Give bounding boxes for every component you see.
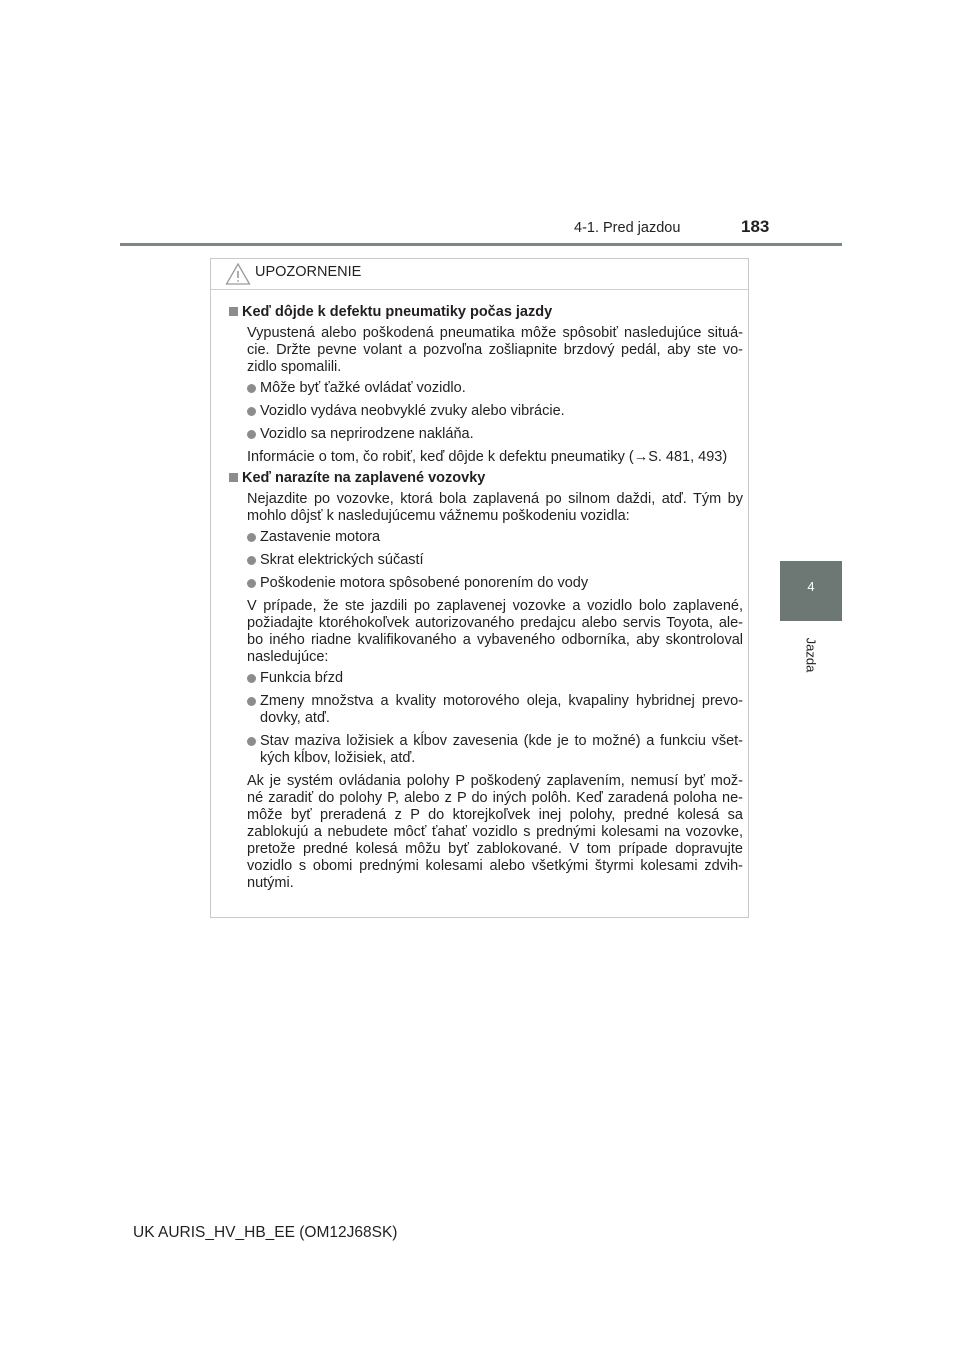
section-heading: Keď dôjde k defektu pneumatiky počas jazdy <box>229 304 743 321</box>
section-title: 4-1. Pred jazdou <box>574 220 681 236</box>
header-divider <box>120 243 842 246</box>
chapter-number: 4 <box>807 579 815 594</box>
bullet-dot-icon <box>247 556 256 565</box>
list-item: Zmeny množstva a kvality motorového oleja, kvapaliny hybridnej prevo- dovky, atď. <box>247 693 743 727</box>
paragraph: Vypustená alebo poškodená pneumatika môže spôsobiť nasledujúce situá- cie. Držte pevne volant a pozvoľna zošliapnite brzdový pedál, aby ste vo- zidlo spomalili. <box>247 325 743 375</box>
model-code: UK AURIS_HV_HB_EE (OM12J68SK) <box>133 1224 398 1241</box>
list-item: Stav maziva ložisiek a kĺbov zavesenia (kde je to možné) a funkciu všet- kých kĺbov, ložisiek, atď. <box>247 733 743 767</box>
bullet-dot-icon <box>247 697 256 706</box>
chapter-tab[interactable] <box>780 561 842 621</box>
bullet-dot-icon <box>247 384 256 393</box>
list-item: Vozidlo vydáva neobvyklé zvuky alebo vibrácie. <box>247 403 743 420</box>
list-item: Môže byť ťažké ovládať vozidlo. <box>247 380 743 397</box>
warning-box <box>210 258 749 918</box>
warning-header <box>211 259 748 290</box>
bullet-dot-icon <box>247 407 256 416</box>
paragraph: V prípade, že ste jazdili po zaplavenej vozovke a vozidlo bolo zaplavené, požiadajte ktoréhokoľvek autorizovaného predajcu alebo servis Toyota, ale- bo iného riadne kvalifikovaného a vybaveného odborníka, aby skontroloval nasledujúce: <box>247 598 743 665</box>
list-item: Zastavenie motora <box>247 529 743 546</box>
bullet-dot-icon <box>247 533 256 542</box>
paragraph: Informácie o tom, čo robiť, keď dôjde k defektu pneumatiky (→S. 481, 493) <box>247 449 728 465</box>
square-bullet-icon <box>229 473 238 482</box>
paragraph: Nejazdite po vozovke, ktorá bola zaplavená po silnom daždi, atď. Tým by mohlo dôjsť k nasledujúcemu vážnemu poškodeniu vozidla: <box>247 491 743 524</box>
warning-triangle-icon <box>225 262 251 286</box>
list-item: Vozidlo sa neprirodzene nakláňa. <box>247 426 743 443</box>
bullet-dot-icon <box>247 674 256 683</box>
chapter-label-text: Jazda <box>803 637 819 673</box>
list-item: Funkcia bŕzd <box>247 670 743 687</box>
page-number: 183 <box>741 217 770 236</box>
chapter-label <box>781 630 841 680</box>
square-bullet-icon <box>229 307 238 316</box>
list-item: Skrat elektrických súčastí <box>247 552 743 569</box>
warning-title: UPOZORNENIE <box>255 264 362 280</box>
bullet-dot-icon <box>247 430 256 439</box>
warning-body <box>229 301 743 896</box>
paragraph: Ak je systém ovládania polohy P poškodený zaplavením, nemusí byť mož- né zaradiť do polohy P, alebo z P do iných polôh. Keď zaradená poloha ne- môže byť preradená z P do ktorejkoľvek inej polohy, predné kolesá sa zablokujú a nebudete môcť ťahať vozidlo s prednými kolesami na vozovke, pretože predné kolesá môžu byť zablokované. V tom prípade dopravujte vozidlo s obomi prednými kolesami alebo všetkými štyrmi kolesami zdvih- nutými. <box>247 773 743 891</box>
list-item: Poškodenie motora spôsobené ponorením do vody <box>247 575 743 592</box>
bullet-dot-icon <box>247 579 256 588</box>
section-heading: Keď narazíte na zaplavené vozovky <box>229 470 743 487</box>
bullet-dot-icon <box>247 737 256 746</box>
